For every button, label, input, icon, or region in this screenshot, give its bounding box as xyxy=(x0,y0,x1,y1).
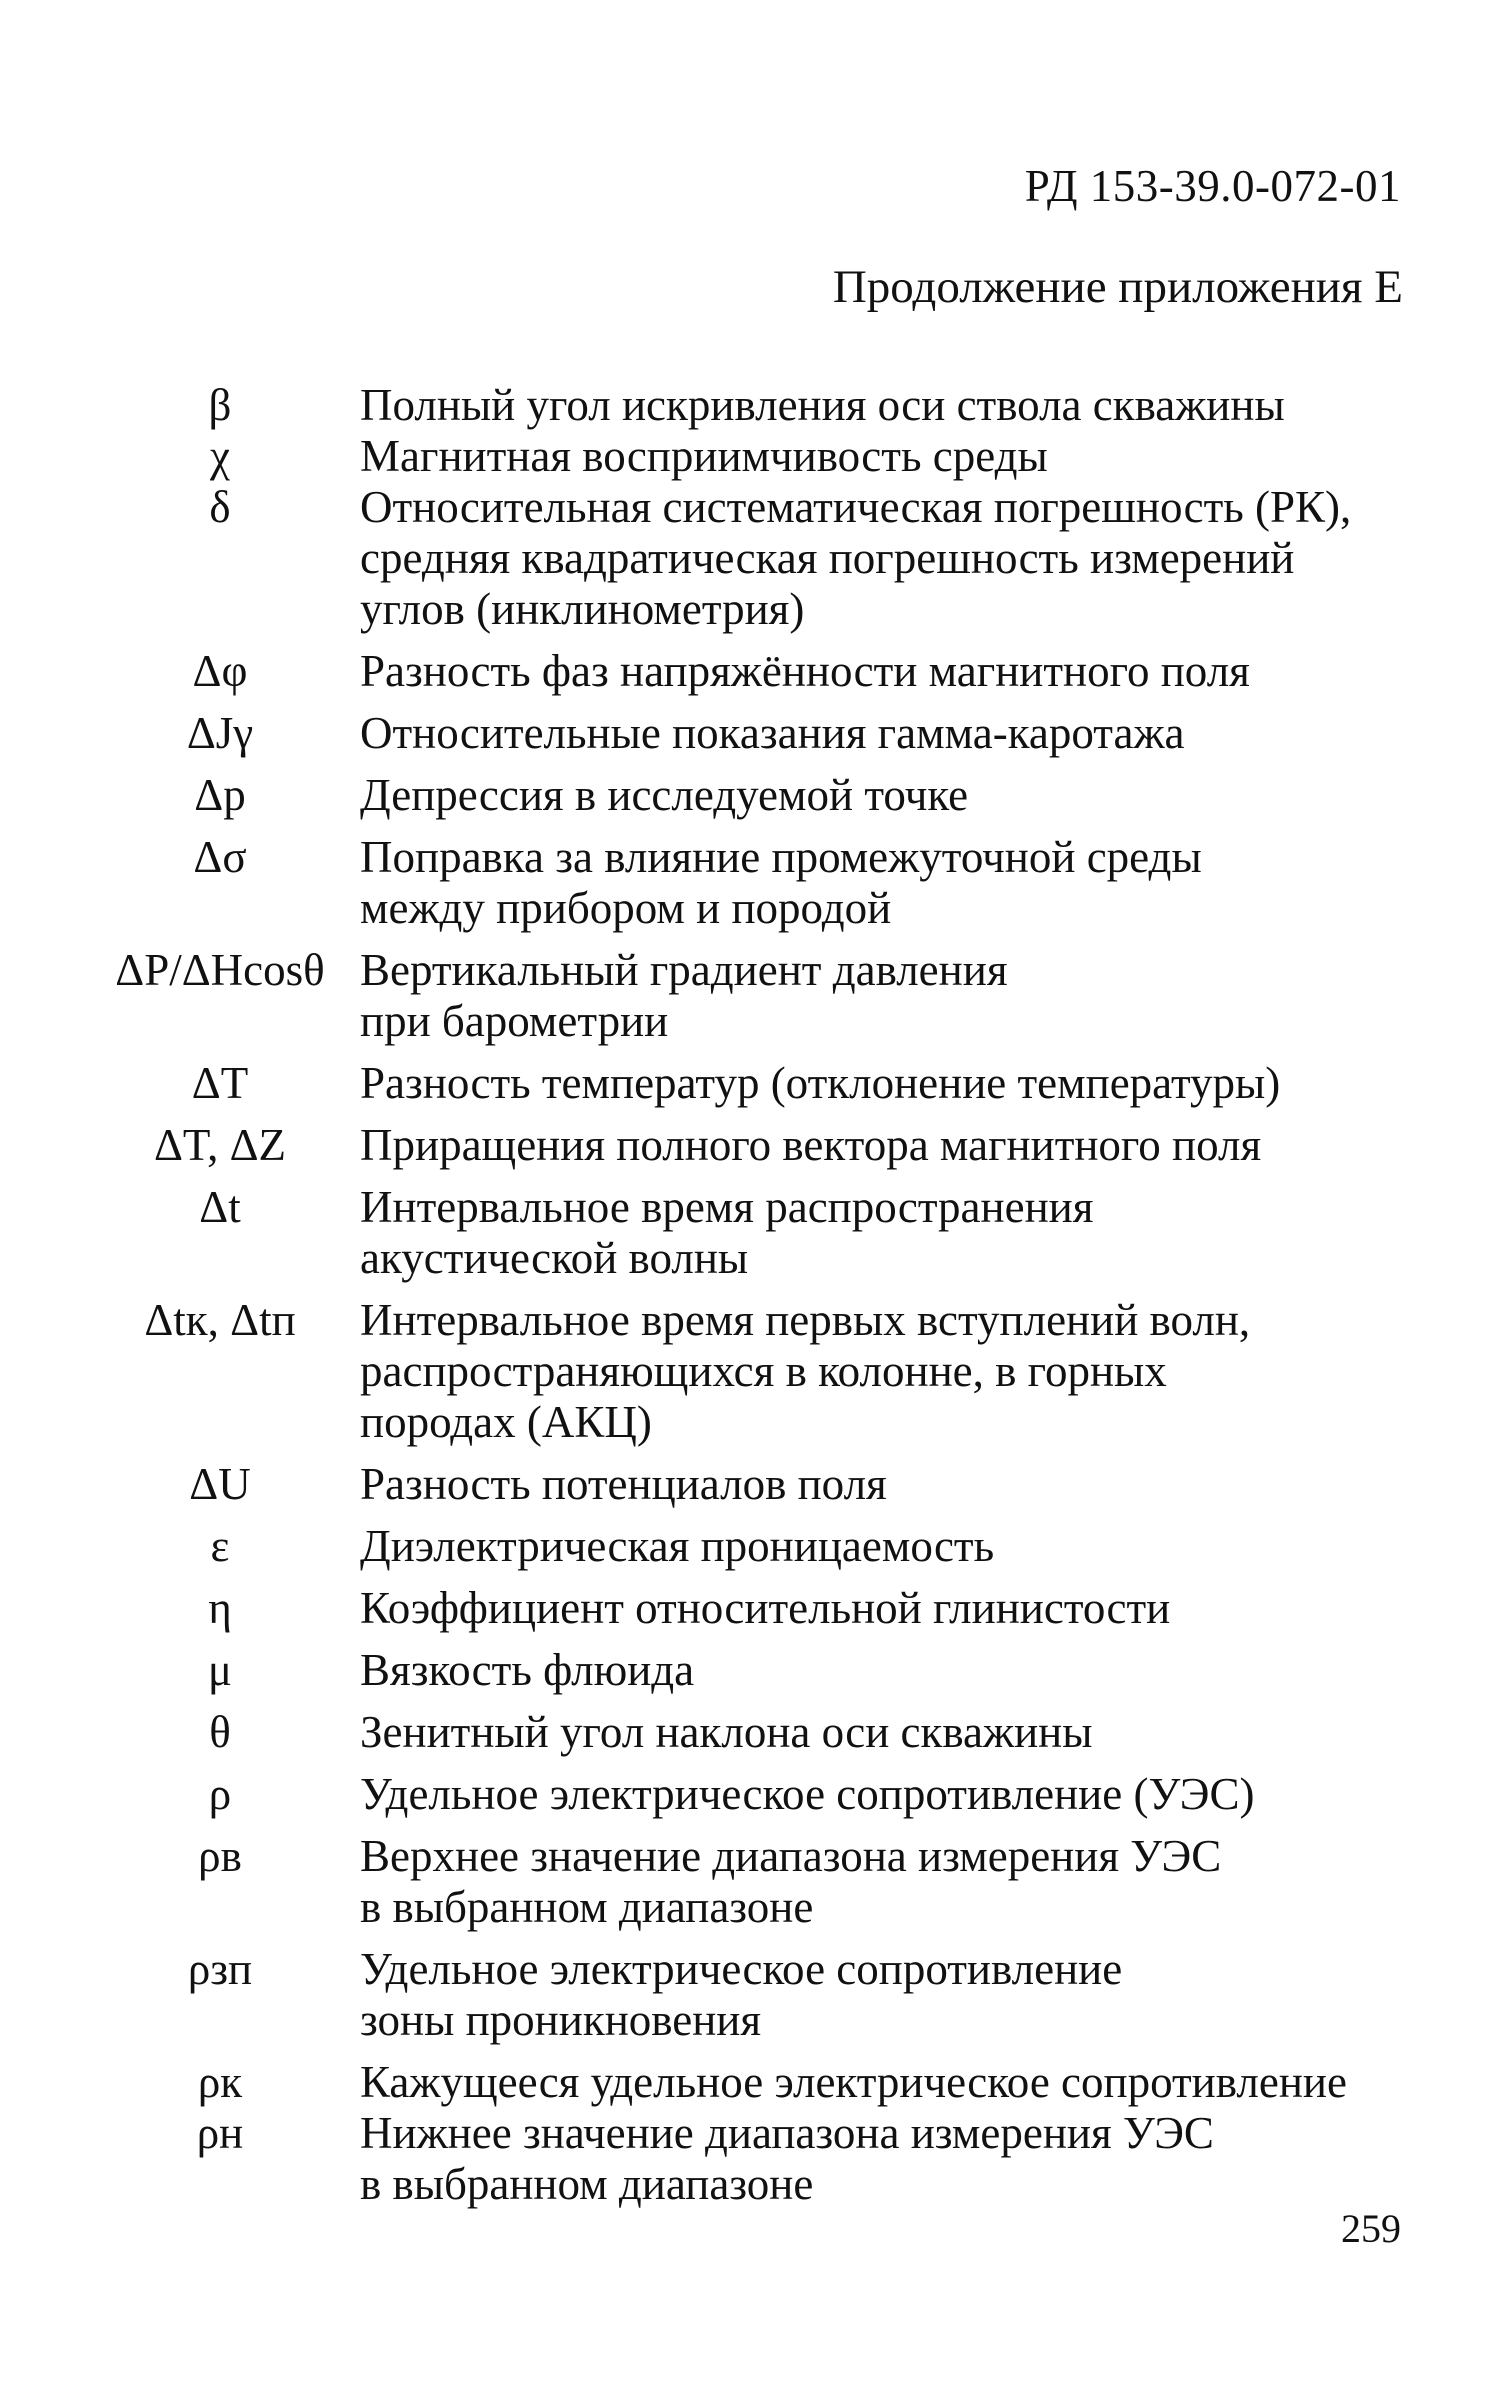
appendix-continuation-title: Продолжение приложения Е xyxy=(832,261,1403,313)
entry-definition: Относительная систематическая погрешность (РК), средняя квадратическая погрешность измерений углов (инклинометрия) xyxy=(360,482,1352,634)
glossary-entry xyxy=(90,945,1430,1047)
glossary-entry xyxy=(90,646,1430,697)
entry-definition: Депрессия в исследуемой точке xyxy=(360,770,969,820)
entry-symbol: θ xyxy=(209,1707,231,1757)
entry-symbol: μ xyxy=(207,1645,233,1695)
glossary-entry xyxy=(90,1944,1430,2046)
entry-definition: Поправка за влияние промежуточной среды между прибором и породой xyxy=(360,832,1202,933)
glossary-entry xyxy=(90,1521,1430,1572)
entry-symbol: Δσ xyxy=(193,832,247,882)
entry-symbol: Δp xyxy=(194,770,246,820)
glossary-entry xyxy=(90,1769,1430,1820)
glossary-entry xyxy=(90,2108,1430,2210)
entry-symbol: η xyxy=(208,1583,232,1633)
entry-symbol: Δφ xyxy=(192,646,248,696)
glossary-entry xyxy=(90,770,1430,821)
entry-symbol: ρк xyxy=(197,2057,243,2107)
page-number: 259 xyxy=(1341,2206,1401,2251)
glossary-entry xyxy=(90,1707,1430,1758)
entry-definition: Магнитная восприимчивость среды xyxy=(360,431,1048,481)
entry-symbol: ΔP/ΔHcosθ xyxy=(115,945,325,995)
entry-definition: Вертикальный градиент давления при барометрии xyxy=(360,945,1008,1046)
entry-definition: Вязкость флюида xyxy=(360,1645,695,1695)
document-code: РД 153-39.0-072-01 xyxy=(1024,161,1401,211)
glossary-entry xyxy=(90,832,1430,934)
entry-symbol: ΔJγ xyxy=(186,708,254,758)
entry-symbol: δ xyxy=(209,482,231,532)
glossary-entry xyxy=(90,708,1430,759)
entry-definition: Удельное электрическое сопротивление (УЭС) xyxy=(360,1769,1255,1819)
glossary-entry xyxy=(90,1295,1430,1448)
entry-symbol: χ xyxy=(210,431,230,481)
glossary-entry xyxy=(90,380,1430,431)
entry-definition: Разность фаз напряжённости магнитного поля xyxy=(360,646,1250,696)
glossary-entry xyxy=(90,1831,1430,1933)
entry-symbol: β xyxy=(208,380,232,430)
glossary-entry xyxy=(90,482,1430,635)
entry-definition: Приращения полного вектора магнитного поля xyxy=(360,1120,1262,1170)
entry-definition: Зенитный угол наклона оси скважины xyxy=(360,1707,1093,1757)
entry-definition: Относительные показания гамма-каротажа xyxy=(360,708,1185,758)
entry-symbol: ΔT, ΔZ xyxy=(153,1120,286,1170)
entry-definition: Верхнее значение диапазона измерения УЭС в выбранном диапазоне xyxy=(360,1831,1222,1932)
entry-symbol: ε xyxy=(210,1521,230,1571)
glossary-entry xyxy=(90,1182,1430,1284)
glossary-entry xyxy=(90,2057,1430,2108)
entry-symbol: Δt xyxy=(199,1182,241,1232)
entry-definition: Интервальное время первых вступлений волн, распространяющихся в колонне, в горных породах (АКЦ) xyxy=(360,1295,1251,1447)
entry-symbol: ρзп xyxy=(187,1944,253,1994)
entry-symbol: Δtк, Δtп xyxy=(144,1295,296,1345)
glossary-entry xyxy=(90,1583,1430,1634)
entry-definition: Диэлектрическая проницаемость xyxy=(360,1521,995,1571)
glossary-entry xyxy=(90,1058,1430,1109)
symbol-glossary xyxy=(90,380,1430,2210)
entry-definition: Полный угол искривления оси ствола скважины xyxy=(360,380,1285,430)
entry-definition: Интервальное время распространения акустической волны xyxy=(360,1182,1094,1283)
glossary-entry xyxy=(90,431,1430,482)
entry-definition: Удельное электрическое сопротивление зоны проникновения xyxy=(360,1944,1123,2045)
entry-definition: Разность температур (отклонение температуры) xyxy=(360,1058,1281,1108)
glossary-entry xyxy=(90,1459,1430,1510)
entry-symbol: ρ xyxy=(208,1769,232,1819)
glossary-entry xyxy=(90,1645,1430,1696)
entry-symbol: ρв xyxy=(198,1831,242,1881)
entry-definition: Разность потенциалов поля xyxy=(360,1459,887,1509)
entry-symbol: ΔU xyxy=(189,1459,251,1509)
glossary-entry xyxy=(90,1120,1430,1171)
entry-symbol: ΔT xyxy=(191,1058,249,1108)
entry-definition: Кажущееся удельное электрическое сопротивление xyxy=(360,2057,1347,2107)
entry-symbol: ρн xyxy=(196,2108,244,2158)
entry-definition: Нижнее значение диапазона измерения УЭС в выбранном диапазоне xyxy=(360,2108,1214,2209)
entry-definition: Коэффициент относительной глинистости xyxy=(360,1583,1171,1633)
